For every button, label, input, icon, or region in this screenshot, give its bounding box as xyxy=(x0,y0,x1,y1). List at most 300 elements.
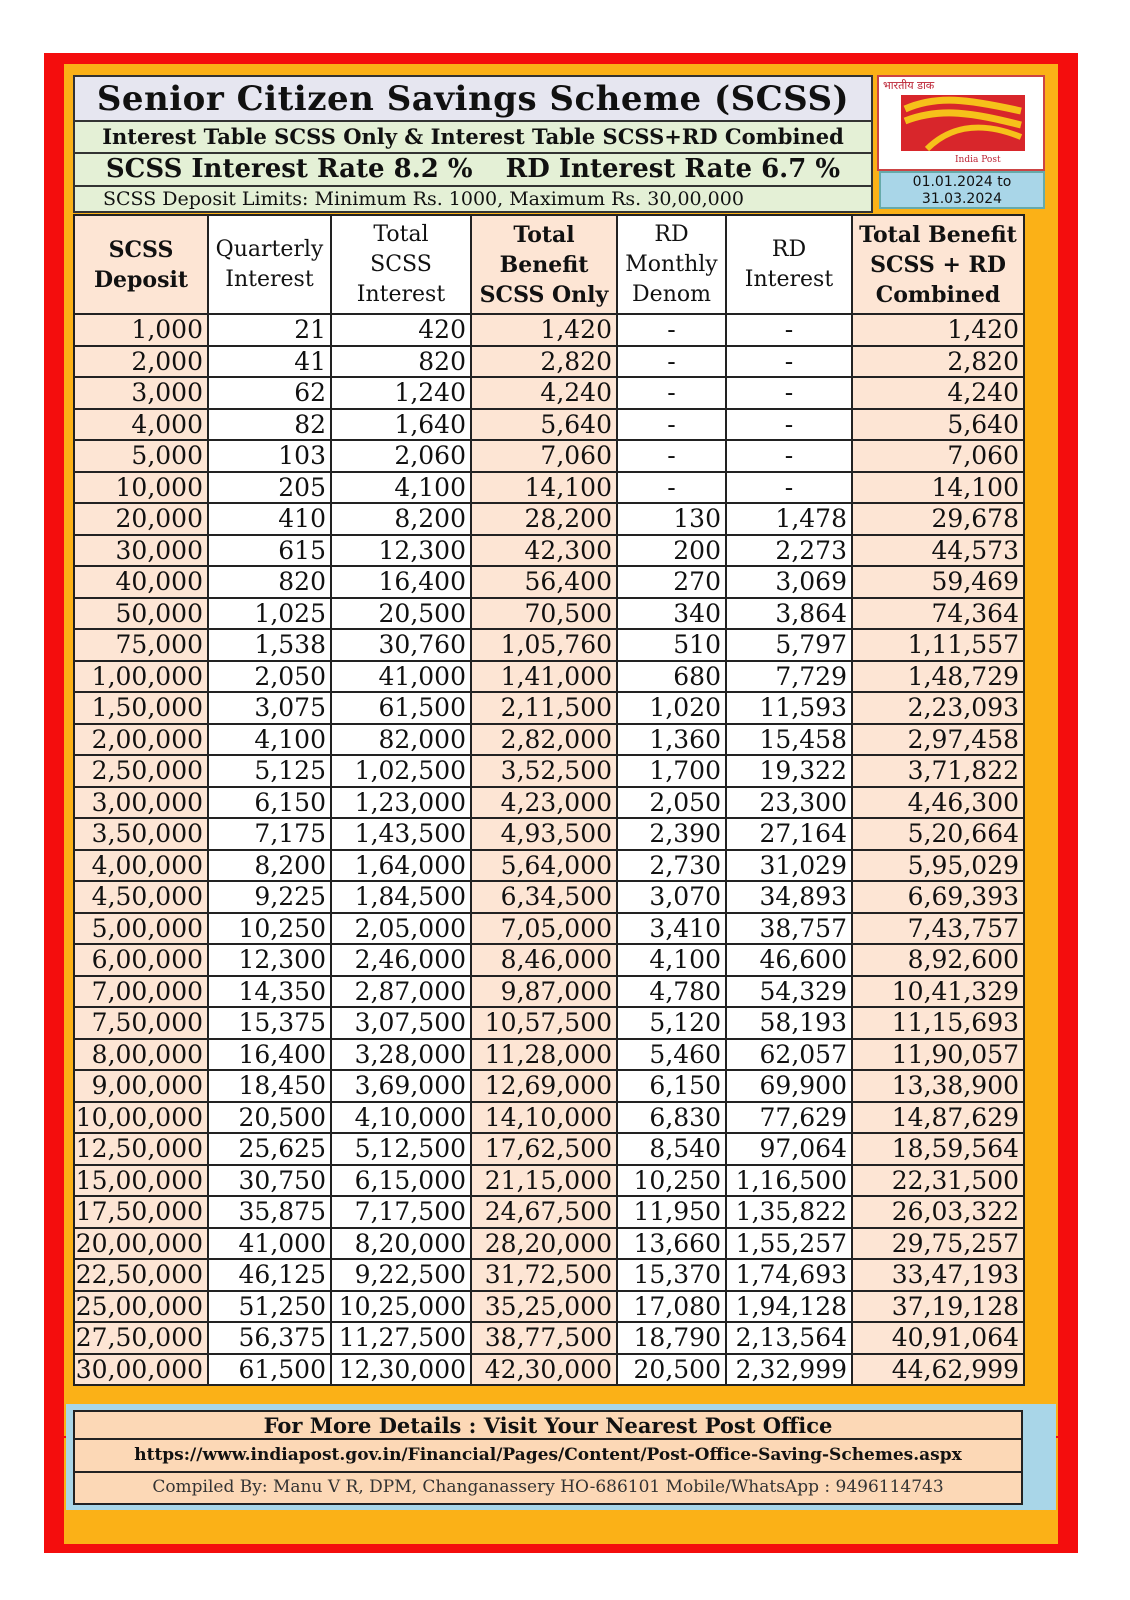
table-cell: 50,000 xyxy=(74,598,208,630)
table-row xyxy=(74,1165,1024,1197)
table-cell: 4,10,000 xyxy=(331,1102,471,1134)
table-cell: 7,50,000 xyxy=(74,1007,208,1039)
table-row xyxy=(74,377,1024,409)
table-cell: 8,200 xyxy=(208,850,331,882)
table-cell: 35,25,000 xyxy=(471,1291,617,1323)
table-row xyxy=(74,661,1024,693)
table-body xyxy=(74,314,1024,1385)
table-cell: 5,460 xyxy=(617,1039,726,1071)
table-cell: 42,30,000 xyxy=(471,1354,617,1386)
table-cell: 27,164 xyxy=(726,818,852,850)
table-cell: 5,120 xyxy=(617,1007,726,1039)
table-cell: 59,469 xyxy=(852,566,1024,598)
table-cell: 270 xyxy=(617,566,726,598)
table-cell: 18,450 xyxy=(208,1070,331,1102)
table-cell: - xyxy=(617,472,726,504)
table-cell: 7,060 xyxy=(471,440,617,472)
table-cell: 4,100 xyxy=(208,724,331,756)
column-header-line: RD xyxy=(771,236,807,262)
table-cell: 70,500 xyxy=(471,598,617,630)
table-cell: 17,50,000 xyxy=(74,1196,208,1228)
table-cell: 8,00,000 xyxy=(74,1039,208,1071)
table-cell: 1,420 xyxy=(471,314,617,346)
table-cell: 2,50,000 xyxy=(74,755,208,787)
table-row xyxy=(74,944,1024,976)
table-row xyxy=(74,1291,1024,1323)
table-row xyxy=(74,1039,1024,1071)
table-cell: 41 xyxy=(208,346,331,378)
table-cell: 9,00,000 xyxy=(74,1070,208,1102)
table-cell: 4,50,000 xyxy=(74,881,208,913)
table-cell: 4,100 xyxy=(617,944,726,976)
table-cell: 5,640 xyxy=(471,409,617,441)
table-cell: 74,364 xyxy=(852,598,1024,630)
table-cell: 200 xyxy=(617,535,726,567)
table-row xyxy=(74,787,1024,819)
column-header-line: Denom xyxy=(632,281,711,307)
table-cell: 33,47,193 xyxy=(852,1259,1024,1291)
table-cell: 15,370 xyxy=(617,1259,726,1291)
table-cell: 11,27,500 xyxy=(331,1322,471,1354)
table-row xyxy=(74,440,1024,472)
table-row xyxy=(74,566,1024,598)
validity-period xyxy=(879,171,1045,209)
table-cell: 4,240 xyxy=(852,377,1024,409)
table-cell: 62 xyxy=(208,377,331,409)
table-cell: 17,62,500 xyxy=(471,1133,617,1165)
date-start: 01.01.2024 to xyxy=(912,174,1012,190)
footer-details: For More Details : Visit Your Nearest Post Office xyxy=(73,1410,1023,1440)
table-cell: 1,240 xyxy=(331,377,471,409)
table-cell: 3,075 xyxy=(208,692,331,724)
table-cell: 2,730 xyxy=(617,850,726,882)
table-cell: 19,322 xyxy=(726,755,852,787)
column-header-line: Interest xyxy=(744,266,834,292)
table-cell: 6,69,393 xyxy=(852,881,1024,913)
table-cell: 5,64,000 xyxy=(471,850,617,882)
table-cell: 8,46,000 xyxy=(471,944,617,976)
table-cell: 4,93,500 xyxy=(471,818,617,850)
table-cell: 5,640 xyxy=(852,409,1024,441)
column-header-line: Monthly xyxy=(625,251,718,277)
table-cell: 35,875 xyxy=(208,1196,331,1228)
table-cell: 3,410 xyxy=(617,913,726,945)
table-cell: 5,125 xyxy=(208,755,331,787)
table-cell: 3,07,500 xyxy=(331,1007,471,1039)
table-cell: 54,329 xyxy=(726,976,852,1008)
table-cell: 97,064 xyxy=(726,1133,852,1165)
table-cell: 31,029 xyxy=(726,850,852,882)
table-cell: 14,350 xyxy=(208,976,331,1008)
table-cell: 40,91,064 xyxy=(852,1322,1024,1354)
table-cell: 1,700 xyxy=(617,755,726,787)
table-cell: 20,00,000 xyxy=(74,1228,208,1260)
table-cell: 7,175 xyxy=(208,818,331,850)
table-cell: 1,538 xyxy=(208,629,331,661)
table-cell: 20,500 xyxy=(208,1102,331,1134)
table-cell: 1,02,500 xyxy=(331,755,471,787)
table-row xyxy=(74,1228,1024,1260)
table-cell: 1,11,557 xyxy=(852,629,1024,661)
table-cell: 820 xyxy=(331,346,471,378)
table-cell: 27,50,000 xyxy=(74,1322,208,1354)
table-cell: 1,84,500 xyxy=(331,881,471,913)
logo-english-text: India Post xyxy=(955,155,1001,165)
table-row xyxy=(74,346,1024,378)
column-header-line: Interest xyxy=(225,266,314,292)
table-cell: 1,16,500 xyxy=(726,1165,852,1197)
column-header-line: Benefit xyxy=(499,251,589,278)
table-cell: 20,000 xyxy=(74,503,208,535)
table-cell: 23,300 xyxy=(726,787,852,819)
table-cell: 30,750 xyxy=(208,1165,331,1197)
table-cell: 11,90,057 xyxy=(852,1039,1024,1071)
table-cell: 11,593 xyxy=(726,692,852,724)
table-cell: 12,300 xyxy=(208,944,331,976)
footer-url-link[interactable]: https://www.indiapost.gov.in/Financial/Pages/Content/Post-Office-Saving-Schemes.aspx xyxy=(73,1440,1023,1473)
table-cell: 8,200 xyxy=(331,503,471,535)
table-cell: 30,760 xyxy=(331,629,471,661)
table-cell: 12,30,000 xyxy=(331,1354,471,1386)
table-cell: 1,025 xyxy=(208,598,331,630)
table-cell: 10,25,000 xyxy=(331,1291,471,1323)
table-cell: 2,13,564 xyxy=(726,1322,852,1354)
column-header xyxy=(726,215,852,314)
table-cell: 15,458 xyxy=(726,724,852,756)
column-header-line: Total Benefit xyxy=(859,221,1017,248)
table-row xyxy=(74,314,1024,346)
table-row xyxy=(74,1196,1024,1228)
table-cell: 4,00,000 xyxy=(74,850,208,882)
table-cell: 2,11,500 xyxy=(471,692,617,724)
table-cell: 1,35,822 xyxy=(726,1196,852,1228)
column-header-line: SCSS xyxy=(370,251,432,277)
column-header-line: Total xyxy=(513,221,575,248)
table-cell: 2,87,000 xyxy=(331,976,471,1008)
table-row xyxy=(74,472,1024,504)
table-cell: 14,87,629 xyxy=(852,1102,1024,1134)
table-cell: 4,240 xyxy=(471,377,617,409)
table-cell: 31,72,500 xyxy=(471,1259,617,1291)
table-cell: 12,300 xyxy=(331,535,471,567)
table-cell: 28,200 xyxy=(471,503,617,535)
table-cell: 12,50,000 xyxy=(74,1133,208,1165)
table-cell: 3,69,000 xyxy=(331,1070,471,1102)
table-cell: 5,00,000 xyxy=(74,913,208,945)
table-cell: 3,52,500 xyxy=(471,755,617,787)
table-cell: 75,000 xyxy=(74,629,208,661)
table-cell: 1,41,000 xyxy=(471,661,617,693)
column-header xyxy=(74,215,208,314)
table-cell: 3,070 xyxy=(617,881,726,913)
table-cell: 56,400 xyxy=(471,566,617,598)
table-cell: 11,15,693 xyxy=(852,1007,1024,1039)
table-cell: 17,080 xyxy=(617,1291,726,1323)
table-cell: 30,00,000 xyxy=(74,1354,208,1386)
table-cell: 14,100 xyxy=(852,472,1024,504)
table-cell: 2,050 xyxy=(208,661,331,693)
table-cell: - xyxy=(726,472,852,504)
table-cell: 6,00,000 xyxy=(74,944,208,976)
table-cell: 4,780 xyxy=(617,976,726,1008)
table-row xyxy=(74,850,1024,882)
column-header-line: Quarterly xyxy=(215,236,324,262)
table-cell: 2,820 xyxy=(471,346,617,378)
interest-rates xyxy=(73,154,873,187)
column-header xyxy=(617,215,726,314)
table-cell: 6,150 xyxy=(617,1070,726,1102)
table-cell: 5,20,664 xyxy=(852,818,1024,850)
table-cell: 9,225 xyxy=(208,881,331,913)
table-cell: 29,75,257 xyxy=(852,1228,1024,1260)
table-cell: 4,100 xyxy=(331,472,471,504)
column-header-line: Total xyxy=(373,221,429,247)
table-cell: 12,69,000 xyxy=(471,1070,617,1102)
table-cell: 680 xyxy=(617,661,726,693)
page-header xyxy=(73,75,1049,213)
table-cell: 44,62,999 xyxy=(852,1354,1024,1386)
table-row xyxy=(74,724,1024,756)
column-header-line: SCSS + RD xyxy=(870,251,1006,278)
table-cell: 26,03,322 xyxy=(852,1196,1024,1228)
table-cell: 7,060 xyxy=(852,440,1024,472)
table-cell: 18,59,564 xyxy=(852,1133,1024,1165)
table-row xyxy=(74,1259,1024,1291)
table-cell: 10,250 xyxy=(208,913,331,945)
table-cell: 14,10,000 xyxy=(471,1102,617,1134)
table-cell: 69,900 xyxy=(726,1070,852,1102)
table-row xyxy=(74,1322,1024,1354)
table-row xyxy=(74,818,1024,850)
table-cell: 2,97,458 xyxy=(852,724,1024,756)
table-cell: 10,000 xyxy=(74,472,208,504)
table-cell: 1,478 xyxy=(726,503,852,535)
table-cell: 1,23,000 xyxy=(331,787,471,819)
table-cell: 13,660 xyxy=(617,1228,726,1260)
table-cell: 10,41,329 xyxy=(852,976,1024,1008)
table-cell: 82,000 xyxy=(331,724,471,756)
logo-hindi-text: भारतीय डाक xyxy=(883,79,935,92)
table-cell: 2,060 xyxy=(331,440,471,472)
table-cell: 7,00,000 xyxy=(74,976,208,1008)
table-cell: 16,400 xyxy=(331,566,471,598)
table-cell: 1,640 xyxy=(331,409,471,441)
table-cell: 3,069 xyxy=(726,566,852,598)
table-cell: 3,864 xyxy=(726,598,852,630)
table-cell: 2,000 xyxy=(74,346,208,378)
india-post-logo xyxy=(877,75,1045,171)
table-cell: 34,893 xyxy=(726,881,852,913)
table-cell: 1,55,257 xyxy=(726,1228,852,1260)
table-cell: 10,57,500 xyxy=(471,1007,617,1039)
table-cell: 46,600 xyxy=(726,944,852,976)
table-cell: 22,31,500 xyxy=(852,1165,1024,1197)
table-cell: 1,020 xyxy=(617,692,726,724)
table-cell: 9,22,500 xyxy=(331,1259,471,1291)
table-cell: 3,000 xyxy=(74,377,208,409)
table-cell: 25,625 xyxy=(208,1133,331,1165)
table-cell: 21 xyxy=(208,314,331,346)
table-cell: 58,193 xyxy=(726,1007,852,1039)
table-cell: 42,300 xyxy=(471,535,617,567)
table-cell: 6,15,000 xyxy=(331,1165,471,1197)
table-cell: 10,00,000 xyxy=(74,1102,208,1134)
column-header xyxy=(208,215,331,314)
date-end: 31.03.2024 xyxy=(921,191,1003,207)
table-cell: 1,43,500 xyxy=(331,818,471,850)
table-cell: - xyxy=(726,377,852,409)
table-cell: 205 xyxy=(208,472,331,504)
table-cell: 62,057 xyxy=(726,1039,852,1071)
table-cell: 3,71,822 xyxy=(852,755,1024,787)
deposit-limits: SCSS Deposit Limits: Minimum Rs. 1000, Maximum Rs. 30,00,000 xyxy=(73,187,873,213)
column-header xyxy=(852,215,1024,314)
table-cell: 20,500 xyxy=(331,598,471,630)
table-cell: - xyxy=(726,346,852,378)
table-cell: - xyxy=(726,409,852,441)
table-cell: 29,678 xyxy=(852,503,1024,535)
table-cell: 5,12,500 xyxy=(331,1133,471,1165)
table-cell: 615 xyxy=(208,535,331,567)
table-row xyxy=(74,976,1024,1008)
table-cell: 5,000 xyxy=(74,440,208,472)
table-cell: 2,390 xyxy=(617,818,726,850)
table-cell: 14,100 xyxy=(471,472,617,504)
table-cell: 2,46,000 xyxy=(331,944,471,976)
table-cell: 61,500 xyxy=(331,692,471,724)
table-header-row xyxy=(74,215,1024,314)
column-header-line: RD xyxy=(654,221,689,247)
table-cell: 6,150 xyxy=(208,787,331,819)
table-cell: - xyxy=(617,314,726,346)
table-cell: 1,05,760 xyxy=(471,629,617,661)
table-cell: 15,00,000 xyxy=(74,1165,208,1197)
table-cell: 103 xyxy=(208,440,331,472)
table-row xyxy=(74,535,1024,567)
table-cell: 21,15,000 xyxy=(471,1165,617,1197)
table-cell: 3,00,000 xyxy=(74,787,208,819)
table-cell: 2,05,000 xyxy=(331,913,471,945)
table-cell: 8,92,600 xyxy=(852,944,1024,976)
table-cell: 9,87,000 xyxy=(471,976,617,1008)
table-cell: 420 xyxy=(331,314,471,346)
table-cell: 340 xyxy=(617,598,726,630)
table-cell: 61,500 xyxy=(208,1354,331,1386)
table-cell: 37,19,128 xyxy=(852,1291,1024,1323)
rd-rate: RD Interest Rate 6.7 % xyxy=(505,154,841,184)
scss-rate: SCSS Interest Rate 8.2 % xyxy=(105,154,473,184)
table-cell: 18,790 xyxy=(617,1322,726,1354)
table-row xyxy=(74,1007,1024,1039)
table-cell: 16,400 xyxy=(208,1039,331,1071)
table-cell: 4,23,000 xyxy=(471,787,617,819)
table-cell: 1,420 xyxy=(852,314,1024,346)
footer-compiled-by: Compiled By: Manu V R, DPM, Changanassery HO-686101 Mobile/WhatsApp : 9496114743 xyxy=(73,1473,1023,1505)
table-cell: 6,34,500 xyxy=(471,881,617,913)
column-header-line: Interest xyxy=(356,281,446,307)
table-row xyxy=(74,629,1024,661)
table-cell: 20,500 xyxy=(617,1354,726,1386)
table-cell: 7,43,757 xyxy=(852,913,1024,945)
table-cell: 2,00,000 xyxy=(74,724,208,756)
table-row xyxy=(74,1070,1024,1102)
table-cell: 130 xyxy=(617,503,726,535)
table-cell: 6,830 xyxy=(617,1102,726,1134)
table-cell: 4,46,300 xyxy=(852,787,1024,819)
table-cell: 2,820 xyxy=(852,346,1024,378)
table-cell: 41,000 xyxy=(331,661,471,693)
column-header-line: Combined xyxy=(875,281,1001,308)
table-row xyxy=(74,1102,1024,1134)
table-cell: 3,50,000 xyxy=(74,818,208,850)
table-cell: 41,000 xyxy=(208,1228,331,1260)
table-cell: 51,250 xyxy=(208,1291,331,1323)
table-cell: 22,50,000 xyxy=(74,1259,208,1291)
table-cell: 13,38,900 xyxy=(852,1070,1024,1102)
table-cell: - xyxy=(617,377,726,409)
table-cell: 82 xyxy=(208,409,331,441)
table-cell: 5,95,029 xyxy=(852,850,1024,882)
table-cell: 1,50,000 xyxy=(74,692,208,724)
table-cell: 38,77,500 xyxy=(471,1322,617,1354)
table-cell: 28,20,000 xyxy=(471,1228,617,1260)
table-cell: 46,125 xyxy=(208,1259,331,1291)
table-cell: - xyxy=(617,346,726,378)
table-cell: 1,360 xyxy=(617,724,726,756)
table-cell: 56,375 xyxy=(208,1322,331,1354)
column-header-line: SCSS xyxy=(108,236,174,263)
page-title: Senior Citizen Savings Scheme (SCSS) xyxy=(73,75,873,122)
table-cell: 40,000 xyxy=(74,566,208,598)
page-footer xyxy=(73,1410,1023,1506)
table-cell: 3,28,000 xyxy=(331,1039,471,1071)
india-post-emblem-icon xyxy=(897,89,1029,153)
table-row xyxy=(74,755,1024,787)
interest-table-wrapper xyxy=(73,214,1023,1386)
table-cell: 820 xyxy=(208,566,331,598)
table-cell: 77,629 xyxy=(726,1102,852,1134)
table-row xyxy=(74,881,1024,913)
table-row xyxy=(74,1133,1024,1165)
column-header-line: Deposit xyxy=(93,266,189,293)
table-row xyxy=(74,1354,1024,1386)
table-cell: 24,67,500 xyxy=(471,1196,617,1228)
table-cell: 410 xyxy=(208,503,331,535)
table-cell: 2,273 xyxy=(726,535,852,567)
table-cell: 7,05,000 xyxy=(471,913,617,945)
table-cell: 8,20,000 xyxy=(331,1228,471,1260)
table-cell: 2,32,999 xyxy=(726,1354,852,1386)
table-cell: 44,573 xyxy=(852,535,1024,567)
table-cell: 15,375 xyxy=(208,1007,331,1039)
table-cell: 1,00,000 xyxy=(74,661,208,693)
table-cell: 1,000 xyxy=(74,314,208,346)
column-header-line: SCSS Only xyxy=(479,281,609,308)
table-cell: - xyxy=(726,314,852,346)
column-header xyxy=(331,215,471,314)
table-cell: 8,540 xyxy=(617,1133,726,1165)
table-cell: 1,74,693 xyxy=(726,1259,852,1291)
table-row xyxy=(74,692,1024,724)
table-row xyxy=(74,598,1024,630)
table-cell: 2,23,093 xyxy=(852,692,1024,724)
table-cell: 38,757 xyxy=(726,913,852,945)
table-row xyxy=(74,503,1024,535)
table-row xyxy=(74,409,1024,441)
table-cell: 4,000 xyxy=(74,409,208,441)
table-cell: - xyxy=(726,440,852,472)
table-cell: 5,797 xyxy=(726,629,852,661)
